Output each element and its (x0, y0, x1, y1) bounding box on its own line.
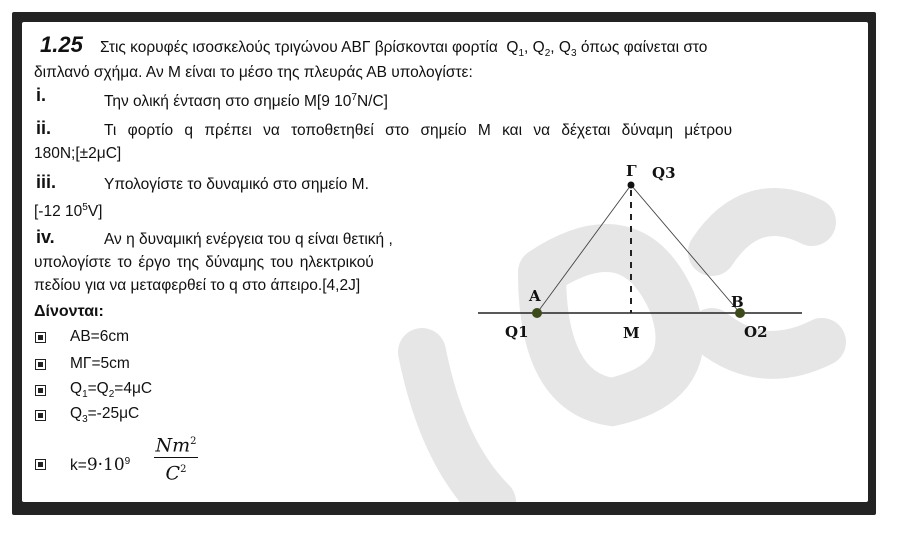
charge-q3-label: $Q_3$ (558, 39, 577, 60)
charge-q3-dot (628, 182, 635, 189)
intro-text-2: όπως φαίνεται στο (580, 39, 708, 56)
midpoint-m-label: M (623, 324, 640, 342)
intro-line-2: διπλανό σχήμα. Αν Μ είναι το μέσο της πλευράς ΑΒ υπολογίστε: (34, 64, 473, 81)
problem-card (22, 22, 868, 502)
part-ii-label: ii. (36, 118, 52, 138)
part-i-label: i. (36, 85, 47, 105)
k-units-fraction: Nm$^2$ $C^2$ (155, 434, 197, 485)
part-iv-label: iv. (36, 227, 55, 247)
charge-q1-dot (532, 308, 542, 318)
given-mg: ΜΓ=5cm (70, 355, 130, 372)
vertex-gamma-label: Γ (626, 162, 637, 180)
problem-number: 1.25 (40, 32, 83, 57)
given-k-constant: $k=9\cdot 10^9$ (70, 455, 131, 476)
part-iv-line3: πεδίου για να μεταφερθεί το q στο άπειρο.[4,2J] (34, 277, 361, 294)
charge-q1-label: $Q_1$ (506, 39, 525, 60)
intro-text-1: Στις κορυφές ισοσκελούς τριγώνου ΑΒΓ βρίσκονται φορτία (100, 39, 498, 56)
triangle-diagram (22, 22, 868, 502)
charge-q3-text: Q3 (652, 164, 676, 182)
side-gamma-b (631, 185, 740, 313)
charge-q2-text: O2 (744, 323, 768, 341)
charge-q1-text: Q1 (505, 323, 529, 341)
charge-q2-label: $Q_2$ (532, 39, 551, 60)
part-iii-label: iii. (36, 172, 57, 192)
part-ii-text: Τι φορτίο q πρέπει να τοποθετηθεί στο σημείο Μ και να δέχεται δύναμη μέτρου (104, 122, 733, 139)
part-iv-text: Αν η δυναμική ενέργεια του q είναι θετική , (104, 231, 393, 248)
given-q3: $Q_3=-25\mu C$ (70, 405, 140, 426)
given-title: Δίνονται: (34, 303, 104, 320)
given-q1-q2: $Q_1=Q_2=4\mu C$ (70, 380, 153, 401)
part-ii-answer: 180N;[±2μC] (34, 145, 122, 162)
vertex-a-label: A (529, 287, 541, 305)
vertex-b-label: B (731, 293, 744, 311)
part-i-text: Την ολική ένταση στο σημείο Μ[9 $10^7N/C$] (104, 92, 388, 111)
intro-line-1: Στις κορυφές ισοσκελούς τριγώνου ΑΒΓ βρίσκονται φορτία $Q_1$, $Q_2$, $Q_3$ όπως φαίνεται στο (100, 39, 708, 60)
given-ab: AB=6cm (70, 328, 130, 345)
part-iv-line2: υπολογίστε το έργο της δύναμης του ηλεκτρικού (34, 254, 374, 271)
part-iii-text: Υπολογίστε το δυναμικό στο σημείο Μ. (104, 176, 369, 193)
side-a-gamma (537, 185, 631, 313)
part-iii-answer: [-12 $10^5V$] (34, 202, 103, 221)
